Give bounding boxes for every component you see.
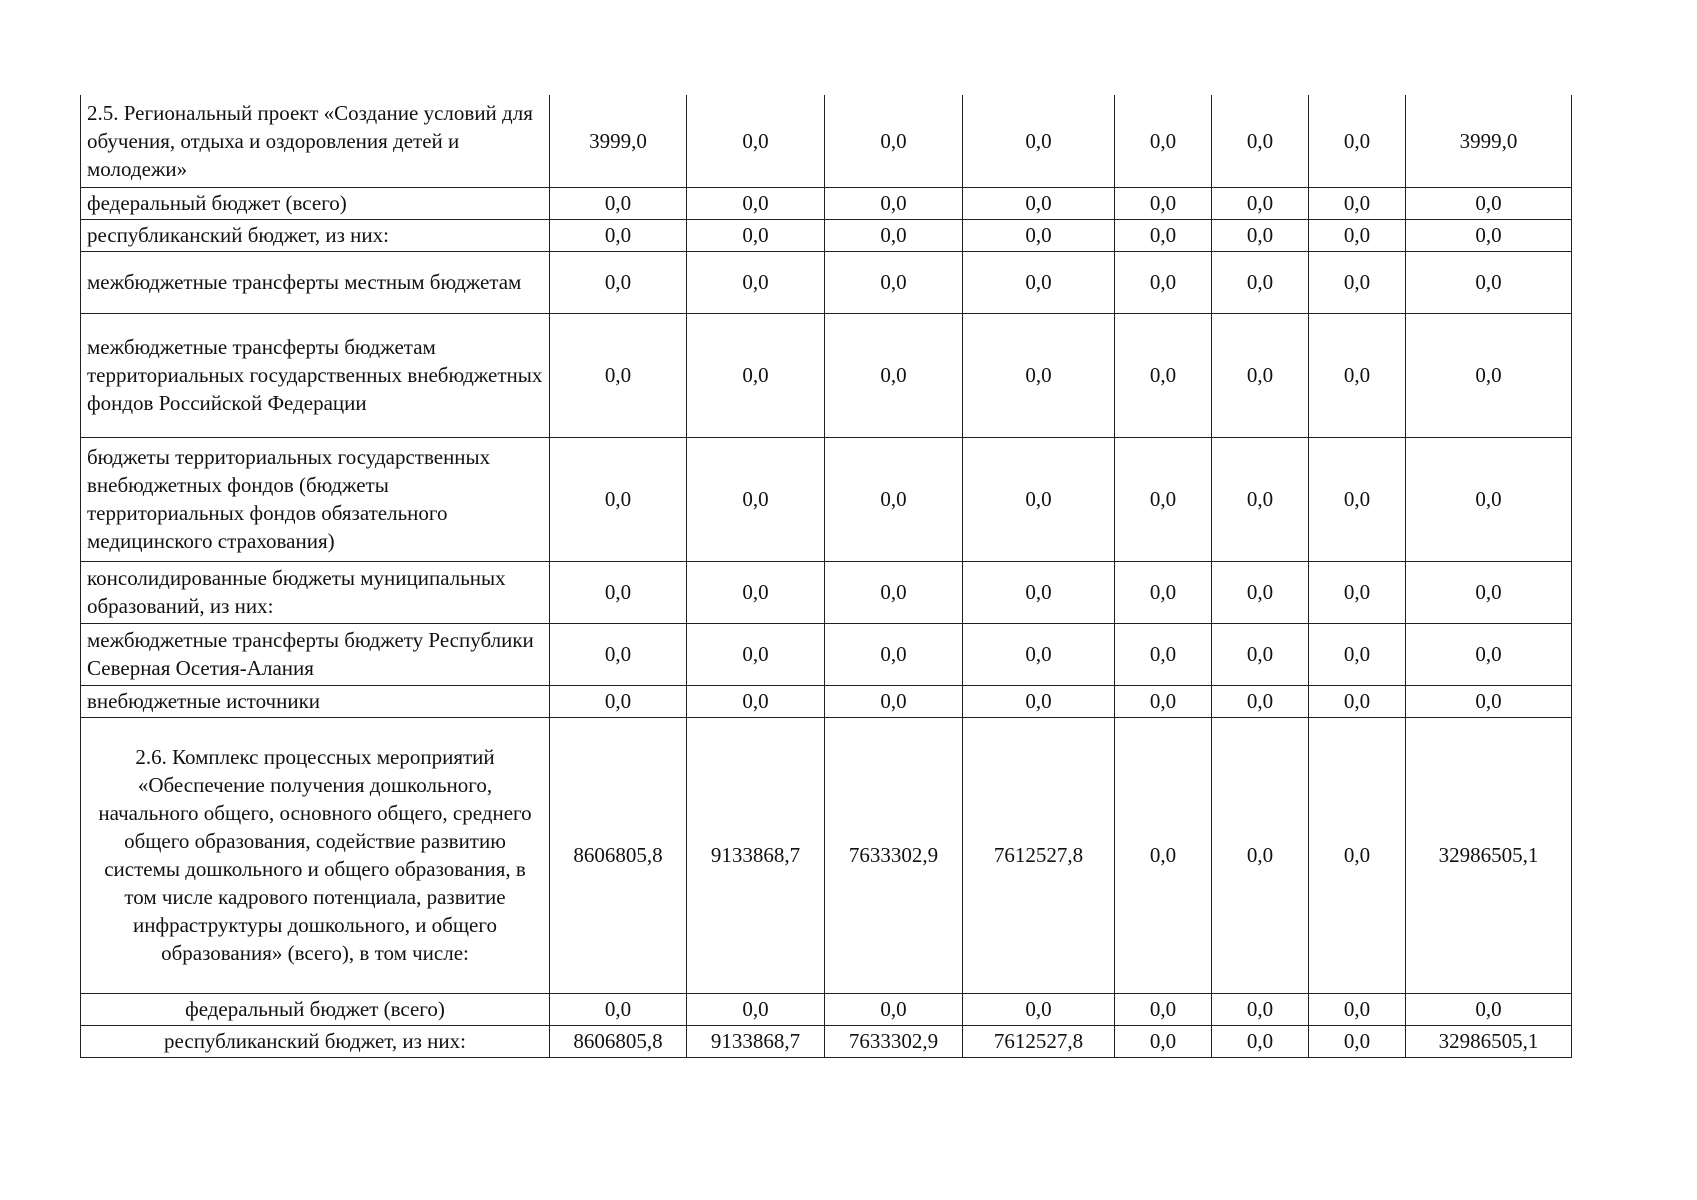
value-cell: 0,0 [963,685,1115,717]
value-cell: 0,0 [687,251,825,313]
value-cell: 0,0 [550,561,687,623]
row-label: бюджеты территориальных государственных внебюджетных фондов (бюджеты территориальных фондов обязательного медицинского страхования) [81,437,550,561]
table-row [81,219,1572,251]
value-cell: 0,0 [1309,187,1406,219]
value-cell: 0,0 [1212,623,1309,685]
value-cell: 3999,0 [550,95,687,187]
value-cell: 0,0 [1309,685,1406,717]
row-label: федеральный бюджет (всего) [81,187,550,219]
value-cell: 0,0 [825,313,963,437]
value-cell: 0,0 [1309,717,1406,993]
value-cell: 0,0 [1309,219,1406,251]
value-cell: 0,0 [1406,623,1572,685]
value-cell: 0,0 [963,437,1115,561]
value-cell: 8606805,8 [550,717,687,993]
value-cell: 0,0 [687,685,825,717]
value-cell: 0,0 [550,251,687,313]
value-cell: 7633302,9 [825,717,963,993]
value-cell: 0,0 [687,993,825,1025]
value-cell: 0,0 [1212,313,1309,437]
value-cell: 0,0 [550,437,687,561]
value-cell: 0,0 [963,623,1115,685]
value-cell: 0,0 [1212,685,1309,717]
value-cell: 0,0 [1115,219,1212,251]
value-cell: 0,0 [1212,561,1309,623]
value-cell: 0,0 [1406,437,1572,561]
value-cell: 0,0 [687,561,825,623]
table-row [81,187,1572,219]
value-cell: 0,0 [825,437,963,561]
value-cell: 0,0 [1309,95,1406,187]
value-cell: 0,0 [687,187,825,219]
row-label: федеральный бюджет (всего) [81,993,550,1025]
value-cell: 0,0 [825,187,963,219]
value-cell: 0,0 [963,95,1115,187]
value-cell: 0,0 [963,561,1115,623]
value-cell: 0,0 [1212,95,1309,187]
value-cell: 0,0 [1115,561,1212,623]
value-cell: 0,0 [1115,1025,1212,1057]
value-cell: 0,0 [1212,717,1309,993]
value-cell: 0,0 [1115,623,1212,685]
value-cell: 0,0 [687,623,825,685]
budget-table [80,95,1572,1058]
value-cell: 0,0 [1406,219,1572,251]
row-label: межбюджетные трансферты бюджету Республики Северная Осетия-Алания [81,623,550,685]
value-cell: 0,0 [825,623,963,685]
value-cell: 9133868,7 [687,717,825,993]
value-cell: 0,0 [825,251,963,313]
value-cell: 0,0 [1115,685,1212,717]
table-row [81,561,1572,623]
value-cell: 8606805,8 [550,1025,687,1057]
value-cell: 0,0 [1115,437,1212,561]
value-cell: 0,0 [1309,993,1406,1025]
value-cell: 0,0 [1115,95,1212,187]
row-label: межбюджетные трансферты местным бюджетам [81,251,550,313]
value-cell: 0,0 [1309,437,1406,561]
table-row [81,993,1572,1025]
value-cell: 0,0 [1309,251,1406,313]
value-cell: 0,0 [550,685,687,717]
value-cell: 0,0 [1309,623,1406,685]
value-cell: 0,0 [1212,993,1309,1025]
value-cell: 0,0 [1115,717,1212,993]
value-cell: 0,0 [1406,187,1572,219]
table-row [81,717,1572,993]
row-label: межбюджетные трансферты бюджетам территориальных государственных внебюджетных фондов Российской Федерации [81,313,550,437]
value-cell: 0,0 [550,623,687,685]
value-cell: 0,0 [1212,1025,1309,1057]
table-row [81,95,1572,187]
value-cell: 0,0 [825,685,963,717]
value-cell: 0,0 [1115,993,1212,1025]
value-cell: 0,0 [1309,561,1406,623]
table-row [81,623,1572,685]
value-cell: 0,0 [1406,685,1572,717]
value-cell: 0,0 [825,561,963,623]
value-cell: 0,0 [1406,993,1572,1025]
value-cell: 0,0 [1212,187,1309,219]
value-cell: 0,0 [1212,437,1309,561]
row-label: республиканский бюджет, из них: [81,219,550,251]
value-cell: 0,0 [1212,251,1309,313]
value-cell: 0,0 [550,219,687,251]
value-cell: 0,0 [1406,561,1572,623]
value-cell: 0,0 [963,993,1115,1025]
value-cell: 0,0 [687,95,825,187]
value-cell: 0,0 [825,95,963,187]
value-cell: 0,0 [1309,313,1406,437]
value-cell: 9133868,7 [687,1025,825,1057]
value-cell: 0,0 [550,313,687,437]
value-cell: 7612527,8 [963,1025,1115,1057]
row-label: внебюджетные источники [81,685,550,717]
value-cell: 0,0 [687,437,825,561]
value-cell: 0,0 [963,187,1115,219]
row-label: 2.5. Региональный проект «Создание условий для обучения, отдыха и оздоровления детей и молодежи» [81,95,550,187]
row-label: республиканский бюджет, из них: [81,1025,550,1057]
value-cell: 0,0 [1115,251,1212,313]
value-cell: 0,0 [1115,313,1212,437]
value-cell: 32986505,1 [1406,717,1572,993]
value-cell: 0,0 [550,993,687,1025]
value-cell: 0,0 [1406,313,1572,437]
table-row [81,313,1572,437]
value-cell: 0,0 [1115,187,1212,219]
value-cell: 32986505,1 [1406,1025,1572,1057]
value-cell: 0,0 [825,993,963,1025]
table-row [81,251,1572,313]
value-cell: 3999,0 [1406,95,1572,187]
value-cell: 7633302,9 [825,1025,963,1057]
value-cell: 7612527,8 [963,717,1115,993]
value-cell: 0,0 [1406,251,1572,313]
table-row [81,685,1572,717]
value-cell: 0,0 [1212,219,1309,251]
value-cell: 0,0 [1309,1025,1406,1057]
table-row [81,437,1572,561]
row-label: 2.6. Комплекс процессных мероприятий «Обеспечение получения дошкольного, начального общего, основного общего, среднего общего образования, содействие развитию системы дошкольного и общего образования, в том числе кадрового потенциала, развитие инфраструктуры дошкольного, и общего образования» (всего), в том числе: [81,717,550,993]
table-row [81,1025,1572,1057]
value-cell: 0,0 [825,219,963,251]
value-cell: 0,0 [963,251,1115,313]
value-cell: 0,0 [550,187,687,219]
row-label: консолидированные бюджеты муниципальных образований, из них: [81,561,550,623]
value-cell: 0,0 [687,219,825,251]
value-cell: 0,0 [687,313,825,437]
value-cell: 0,0 [963,313,1115,437]
value-cell: 0,0 [963,219,1115,251]
